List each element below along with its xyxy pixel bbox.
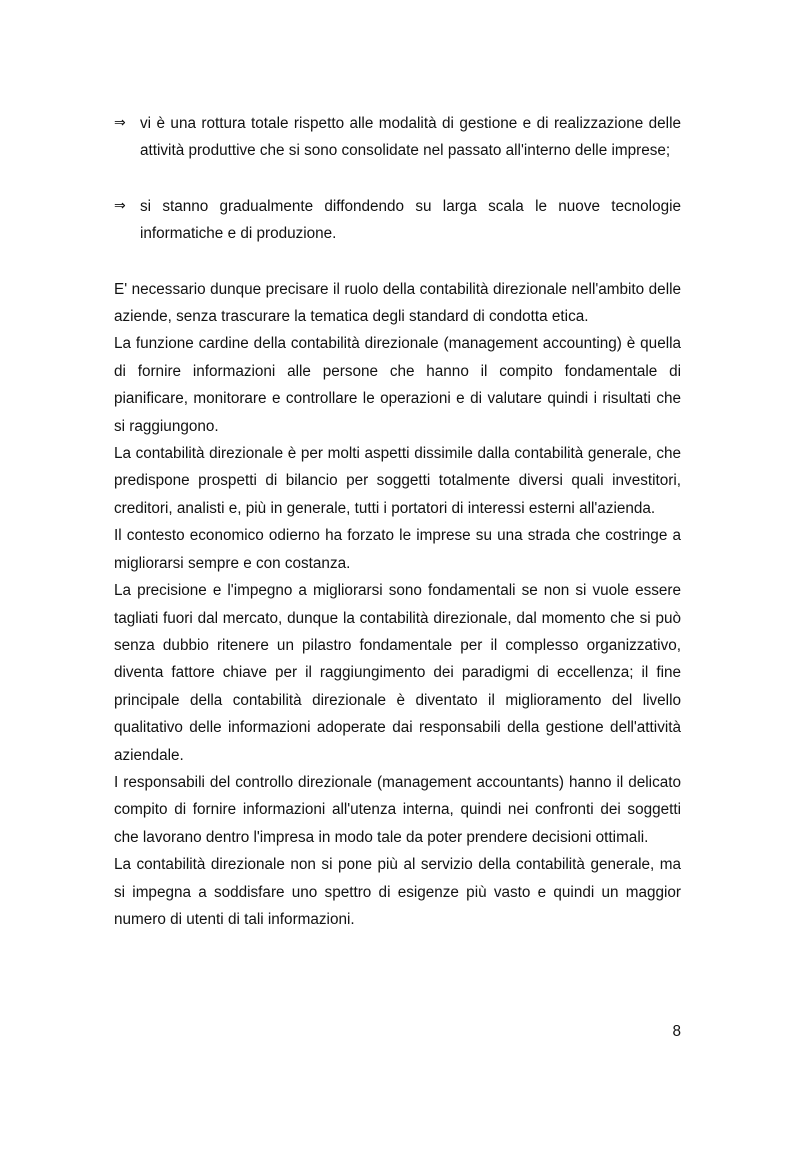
bullet-item bbox=[114, 193, 681, 248]
implies-arrow-icon: ⇒ bbox=[114, 115, 126, 131]
paragraph: La precisione e l'impegno a migliorarsi sono fondamentali se non si vuole essere tagliati fuori dal mercato, dunque la contabilità direzionale, dal momento che si può senza dubbio ritenere un pilastro fondamentale per il complesso organizzativo, diventa fattore chiave per il raggiungimento dei paradigmi di eccellenza; il fine principale della contabilità direzionale è diventato il miglioramento del livello qualitativo delle informazioni adoperate dai responsabili della gestione dell'attività aziendale. bbox=[114, 582, 681, 764]
implies-arrow-icon: ⇒ bbox=[114, 197, 126, 214]
paragraph: La contabilità direzionale è per molti aspetti dissimile dalla contabilità generale, che predispone prospetti di bilancio per soggetti totalmente diversi quali investitori, creditori, analisti e, più in generale, tutti i portatori di interessi esterni all'azienda. bbox=[114, 445, 681, 517]
paragraph: La contabilità direzionale non si pone più al servizio della contabilità generale, ma si impegna a soddisfare uno spettro di esigenze più vasto e quindi un maggior numero di utenti di tali informazioni. bbox=[114, 856, 681, 928]
page-number: 8 bbox=[672, 1023, 681, 1040]
paragraph: I responsabili del controllo direzionale (management accountants) hanno il delicato compito di fornire informazioni all'utenza interna, quindi nei confronti dei soggetti che lavorano dentro l'impresa in modo tale da poter prendere decisioni ottimali. bbox=[114, 773, 681, 846]
bullet-text: si stanno gradualmente diffondendo su larga scala le nuove tecnologie informatiche e di produzione. bbox=[140, 197, 681, 243]
document-page bbox=[114, 110, 681, 933]
bullet-item bbox=[114, 110, 681, 165]
paragraph: Il contesto economico odierno ha forzato le imprese su una strada che costringe a migliorarsi sempre e con costanza. bbox=[114, 527, 681, 572]
paragraph: E' necessario dunque precisare il ruolo della contabilità direzionale nell'ambito delle aziende, senza trascurare la tematica degli standard di condotta etica. bbox=[114, 280, 681, 326]
bullet-text: vi è una rottura totale rispetto alle modalità di gestione e di realizzazione delle attività produttive che si sono consolidate nel passato all'interno delle imprese; bbox=[140, 115, 681, 160]
paragraph: La funzione cardine della contabilità direzionale (management accounting) è quella di fornire informazioni alle persone che hanno il compito fondamentale di pianificare, monitorare e controllare le operazioni e di valutare quindi i risultati che si raggiungono. bbox=[114, 335, 681, 435]
